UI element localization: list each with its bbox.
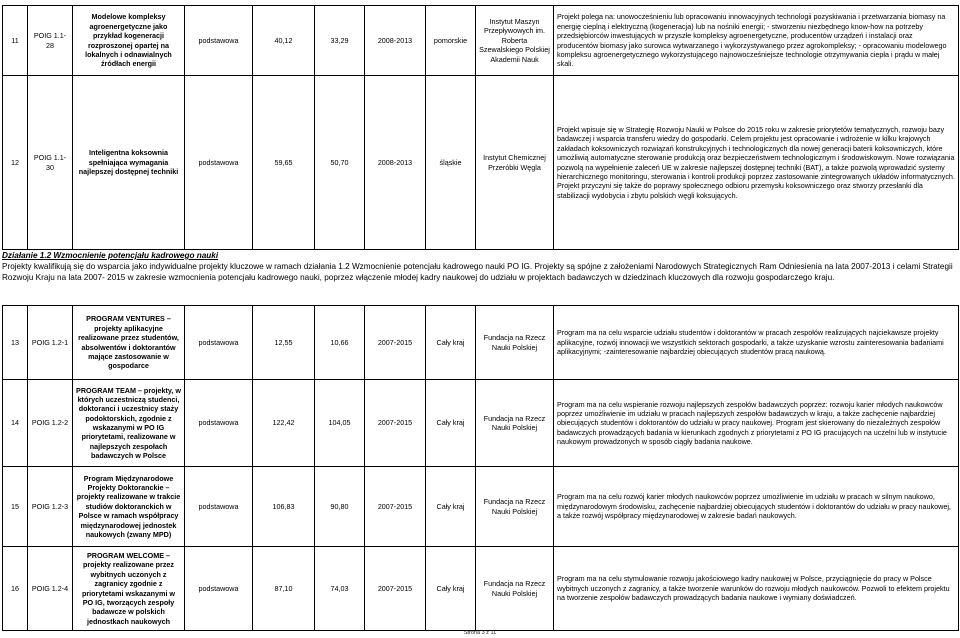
beneficiary: Instytut Chemicznej Przeróbki Węgla — [476, 76, 554, 250]
beneficiary: Instytut Maszyn Przepływowych im. Roberta Szewalskiego Polskiej Akademii Nauk — [476, 6, 554, 76]
eu-contribution: 33,29 — [315, 6, 365, 76]
total-value: 40,12 — [253, 6, 315, 76]
measure-code: POIG 1.2-4 — [28, 547, 73, 631]
total-value: 87,10 — [253, 547, 315, 631]
eu-contribution: 10,66 — [315, 306, 365, 380]
eu-contribution: 90,80 — [315, 467, 365, 547]
list-type: podstawowa — [185, 306, 253, 380]
project-row-13 — [3, 306, 959, 380]
period: 2007-2015 — [365, 547, 426, 631]
project-row-14 — [3, 380, 959, 467]
project-title: PROGRAM TEAM – projekty, w których uczestniczą studenci, doktoranci i uczestnicy staży podoktorskich, zgodnie z wskazanymi w PO IG priorytetami, realizowane w najlepszych zespołach badawczych w Polsce — [73, 380, 185, 467]
list-type: podstawowa — [185, 6, 253, 76]
project-row-11 — [3, 6, 959, 76]
list-type: podstawowa — [185, 547, 253, 631]
row-number: 13 — [3, 306, 28, 380]
project-description: Program ma na celu wsparcie udziału studentów i doktorantów w pracach zespołów realizujących najciekawsze projekty aplikacyjne, rozwój innowacji we wszystkich sektorach gospodarki, a także uzyskanie wzrostu zainteresowania badaniami aplikacyjnymi; -zainteresowanie najbardziej obiecujących studentów pracą naukową. — [554, 306, 959, 380]
eu-contribution: 50,70 — [315, 76, 365, 250]
region: Cały kraj — [426, 547, 476, 631]
project-description: Projekt wpisuje się w Strategię Rozwoju Nauki w Polsce do 2015 roku w zakresie priorytetów tematycznych, rozwoju bazy badawczej i wsparcia transferu wiedzy do gospodarki. Celem projektu jest opracowanie i wdrożenie w kilku krajowych zakładach koksowniczych rozwiązań konstrukcyjnych i technologicznych dla nowej generacji baterii koksowniczych, które umożliwią automatyczne sterowanie produkcją oraz bezpieczeństwem technologicznym i środowiskowym. Nowe rozwiązania pozwolą na wypełnienie zaleceń UE w zakresie najlepszej dostępnej techniki (BAT), a także pozwolą wprowadzić systemy hierarchicznego monitoringu, sterowania i kontroli produkcji poprzez zastosowanie zintegrowanych układów informatycznych. Projekt przyczyni się także do poprawy społecznego odbioru przemysłu koksowniczego oraz stworzy przesłanki dla stabilizacji wydobycia i zbytu polskich węgli koksujących. — [554, 76, 959, 250]
project-title: Program Międzynarodowe Projekty Doktoranckie – projekty realizowane w trakcie studiów doktoranckich w Polsce w ramach współpracy międzynarodowej jednostek naukowych (zwany MPD) — [73, 467, 185, 547]
project-row-15 — [3, 467, 959, 547]
measure-code: POIG 1.1-28 — [28, 6, 73, 76]
measure-code: POIG 1.2-1 — [28, 306, 73, 380]
section-intro: Projekty kwalifikują się do wsparcia jako indywidualne projekty kluczowe w ramach działania 1.2 Wzmocnienie potencjału kadrowego nauki PO IG. Projekty są spójne z założeniami Narodowych Strategicznych Ram Odniesienia na lata 2007-2013 i celami Strategii Rozwoju Kraju na lata 2007- 2015 w zakresie wzmocnienia potencjału kadrowego nauki, poprzez włączenie młodej kadry naukowej do udziału w projektach badawczych w dziedzinach kluczowych dla rozwoju gospodarczego kraju. — [2, 261, 953, 282]
section-heading: Działanie 1.2 Wzmocnienie potencjału kadrowego nauki — [2, 251, 219, 260]
row-number: 11 — [3, 6, 28, 76]
project-row-12 — [3, 76, 959, 250]
eu-contribution: 74,03 — [315, 547, 365, 631]
total-value: 59,65 — [253, 76, 315, 250]
list-type: podstawowa — [185, 76, 253, 250]
project-description: Projekt polega na: unowocześnieniu lub opracowaniu innowacyjnych technologii pozyskiwania i przetwarzania biomasy na energię cieplną i elektryczną (kogeneracja) lub na nośniki energii; - stworzeniu niezbędnego know-how na potrzeby przedsiębiorców inwestujących w przyszłe kompleksy agroenergetyczne, producentów urządzeń i instalacji oraz producentów biomasy jako surowca wytwarzanego i wykorzystywanego przez agrokompleksy; - opracowaniu modelowego kompleksu agroenergetycznego wykorzystującego najnowocześniejsze technologie otrzymywania ciepła i prądu w małej skali. — [554, 6, 959, 76]
region: pomorskie — [426, 6, 476, 76]
project-description: Program ma na celu wspieranie rozwoju najlepszych zespołów badawczych poprzez: rozwoju karier młodych naukowców poprzez umożliwienie im udziału w pracach najlepszych zespołów badawczych w kraju, a także zachęcenie najbardziej obiecujących studentów i doktorantów do udziału w pracy naukowej. Program jest skierowany do niezależnych zespołów badawczych prowadzących badania w kierunkach zgodnych z priorytetami z PO IG pracujących na uczelni lub w instytucie naukowym prowadzonych w sposób ciągły badania naukowe. — [554, 380, 959, 467]
project-title: Modelowe kompleksy agroenergetyczne jako przykład kogeneracji rozproszonej opartej na lokalnych i odnawialnych źródłach energii — [73, 6, 185, 76]
list-type: podstawowa — [185, 467, 253, 547]
measure-code: POIG 1.1-30 — [28, 76, 73, 250]
measure-code: POIG 1.2-3 — [28, 467, 73, 547]
beneficiary: Fundacja na Rzecz Nauki Polskiej — [476, 380, 554, 467]
row-number: 15 — [3, 467, 28, 547]
beneficiary: Fundacja na Rzecz Nauki Polskiej — [476, 547, 554, 631]
eu-contribution: 104,05 — [315, 380, 365, 467]
list-type: podstawowa — [185, 380, 253, 467]
row-number: 14 — [3, 380, 28, 467]
period: 2007-2015 — [365, 306, 426, 380]
measure-code: POIG 1.2-2 — [28, 380, 73, 467]
projects-table-bottom — [2, 305, 959, 631]
period: 2008-2013 — [365, 6, 426, 76]
period: 2007-2015 — [365, 467, 426, 547]
project-description: Program ma na celu rozwój karier młodych naukowców poprzez umożliwienie im udziału w pracach w silnym naukowo, międzynarodowym środowisku, zachęcenie najbardziej obiecujących studentów i doktorantów do udziału w pracy naukowej, a także rozwój współpracy międzynarodowej w zakresie badań naukowych. — [554, 467, 959, 547]
project-description: Program ma na celu stymulowanie rozwoju jakościowego kadry naukowej w Polsce, przyciągnięcie do pracy w Polsce wybitnych uczonych z zagranicy, a także tworzenie warunków do rozwoju młodych naukowców. Pozwoli to efektem projektu na tworzenie zespołów badawczych prowadzących badania naukowe i wymiany doświadczeń. — [554, 547, 959, 631]
beneficiary: Fundacja na Rzecz Nauki Polskiej — [476, 467, 554, 547]
period: 2007-2015 — [365, 380, 426, 467]
project-title: PROGRAM WELCOME – projekty realizowane przez wybitnych uczonych z zagranicy zgodnie z priorytetami wskazanymi w PO IG, tworzących zespoły badawcze w polskich jednostkach naukowych — [73, 547, 185, 631]
period: 2008-2013 — [365, 76, 426, 250]
page-footer: Strona 3 z 11 — [463, 630, 497, 636]
section-measure-1-2 — [2, 251, 958, 283]
region: Cały kraj — [426, 306, 476, 380]
region: Cały kraj — [426, 380, 476, 467]
project-title: Inteligentna koksownia spełniająca wymagania najlepszej dostępnej techniki — [73, 76, 185, 250]
row-number: 16 — [3, 547, 28, 631]
region: Cały kraj — [426, 467, 476, 547]
project-title: PROGRAM VENTURES – projekty aplikacyjne realizowane przez studentów, absolwentów i doktorantów mające zastosowanie w gospodarce — [73, 306, 185, 380]
total-value: 122,42 — [253, 380, 315, 467]
region: śląskie — [426, 76, 476, 250]
total-value: 12,55 — [253, 306, 315, 380]
beneficiary: Fundacja na Rzecz Nauki Polskiej — [476, 306, 554, 380]
total-value: 106,83 — [253, 467, 315, 547]
project-row-16 — [3, 547, 959, 631]
row-number: 12 — [3, 76, 28, 250]
projects-table-top — [2, 5, 959, 250]
